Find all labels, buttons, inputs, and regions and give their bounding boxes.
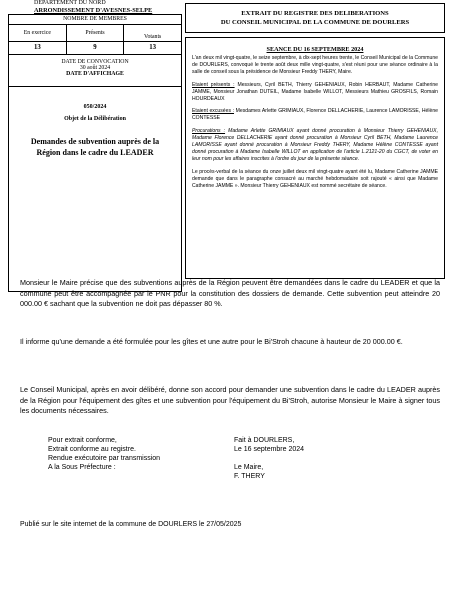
sig-left-2: Extrait conforme au registre. bbox=[48, 446, 136, 453]
department-label: DEPARTEMENT DU NORD bbox=[34, 0, 106, 6]
members-values bbox=[9, 42, 181, 55]
arrondissement-label: ARRONDISSEMENT D'AVESNES-SELPE bbox=[34, 7, 153, 14]
body-paragraph-2: Il informe qu'une demande a été formulée pour les gîtes et une autre pour le Bi'Stroh chacune à hauteur de 20 000.00 €. bbox=[20, 337, 403, 346]
pv-paragraph: Le procès-verbal de la séance du onze juillet deux mil vingt-quatre ayant été lu, Madame Catherine JAMME demande que dans le paragraphe consacré au marché hebdomadaire soit rajouté « ainsi que Madame Catherine JAMME ». Monsieur Thierry GEHENIAUX est nommé secrétaire de séance. bbox=[192, 168, 438, 190]
publication-note: Publié sur le site internet de la commune de DOURLERS le 27/05/2025 bbox=[20, 521, 242, 528]
procurations-label: Procurations : bbox=[192, 127, 226, 134]
excuses-label: Etaient excusées : bbox=[192, 108, 235, 115]
val-exercice: 13 bbox=[33, 44, 41, 51]
members-columns bbox=[9, 25, 181, 42]
register-body bbox=[185, 37, 445, 279]
register-title-line1: EXTRAIT DU REGISTRE DES DELIBERATIONS bbox=[241, 10, 389, 17]
body-paragraph-3: Le Conseil Municipal, après en avoir délibéré, donne son accord pour demander une subvention dans le cadre du LEADER auprès de la Région pour l'équipement des gîtes et une subvention pour l'équipement du Bi'Stroh, autorise Monsieur le Maire à signer tous les documents nécessaires. bbox=[20, 385, 440, 416]
sig-left-3: Rendue exécutoire par transmission bbox=[48, 455, 161, 462]
deliberation-number: 050/2024 bbox=[83, 104, 107, 110]
object-label: Objet de la Délibération bbox=[64, 116, 126, 122]
presents-paragraph bbox=[192, 82, 438, 104]
object-block bbox=[9, 87, 181, 291]
sig-left-4: A la Sous Préfecture : bbox=[48, 464, 116, 471]
excuses-list: Mesdames Arlette GRIMIAUX, Florence DELLACHERIE, Laurence LAMORISSE, Hélène CONTESSE bbox=[192, 108, 438, 122]
left-header-table bbox=[8, 14, 182, 292]
col-exercice: En exercice bbox=[23, 30, 51, 36]
body-paragraph-1: Monsieur le Maire précise que des subventions auprès de la Région peuvent être demandées dans le cadre du LEADER et que la commune peut être accompagnée par le PNR pour la constitution des dossiers de demande. Cette subvention peut atteindre 20 000.00 € sachant que la subvention ne doit pas dépasser 80 %. bbox=[20, 278, 440, 309]
sig-right-3: Le Maire, bbox=[234, 464, 264, 471]
sig-left-1: Pour extrait conforme, bbox=[48, 437, 117, 444]
val-presents: 9 bbox=[66, 42, 124, 54]
object-title: Demandes de subvention auprès de la Région dans le cadre du LEADER bbox=[30, 137, 160, 157]
col-presents: Présents bbox=[66, 25, 124, 41]
val-votants: 13 bbox=[123, 42, 181, 54]
convocation-block bbox=[9, 55, 181, 87]
signature-left bbox=[48, 436, 160, 472]
affichage-label: DATE D'AFFICHAGE bbox=[66, 71, 124, 77]
register-title-line2: DU CONSEIL MUNICIPAL DE LA COMMUNE DE DOURLERS bbox=[220, 19, 410, 26]
sig-right-1: Fait à DOURLERS, bbox=[234, 437, 295, 444]
sig-right-2: Le 16 septembre 2024 bbox=[234, 446, 305, 453]
sig-right-4: F. THERY bbox=[234, 473, 265, 480]
members-label: NOMBRE DE MEMBRES bbox=[9, 15, 181, 25]
convocation-date: 30 août 2024 bbox=[79, 65, 111, 71]
seance-title: SEANCE DU 16 SEPTEMBRE 2024 bbox=[266, 46, 364, 53]
procurations-paragraph bbox=[192, 128, 438, 164]
convocation-label: DATE DE CONVOCATION bbox=[61, 59, 129, 65]
procurations-list: Madame Arlette GRIMIAUX ayant donné procuration à Monsieur Thierry GEHENIAUX, Madame Florence DELLACHERIE ayant donné procuration à Monsieur Cyril BETH, Madame Laurence LAMORISSE ayant donné procuration à Monsieur Freddy THERY, Madame Hélène CONTESSE ayant donné procuration à Madame Isabelle WILLOT en application de l'article L.2121-20 du CGCT, de voter en leur nom pour les affaires inscrites à l'ordre du jour de la présente séance. bbox=[192, 127, 438, 163]
excuses-paragraph bbox=[192, 108, 438, 122]
col-votants: Votants bbox=[123, 25, 181, 41]
register-title bbox=[185, 3, 445, 33]
presents-label: Etaient présents : bbox=[192, 81, 235, 88]
presents-list: Messieurs, Cyril BETH, Thierry GEHENIAUX, Robin HERBAUT, Madame Catherine JAMME, Monsieur Jonathan DUTEIL, Madame Isabelle WILLOT, Messieurs Mathieu GROSFILS, Romain HOURDEAUX bbox=[192, 81, 438, 103]
intro-paragraph: L'an deux mil vingt-quatre, le seize septembre, à dix-sept heures trente, le Conseil Municipal de la Commune de DOURLERS, convoqué le trente août deux mille vingt-quatre, s'est réuni pour une séance ordinaire à la salle de conseil sous la présidence de Monsieur Freddy THERY, Maire. bbox=[192, 55, 438, 76]
signature-right bbox=[234, 436, 304, 481]
